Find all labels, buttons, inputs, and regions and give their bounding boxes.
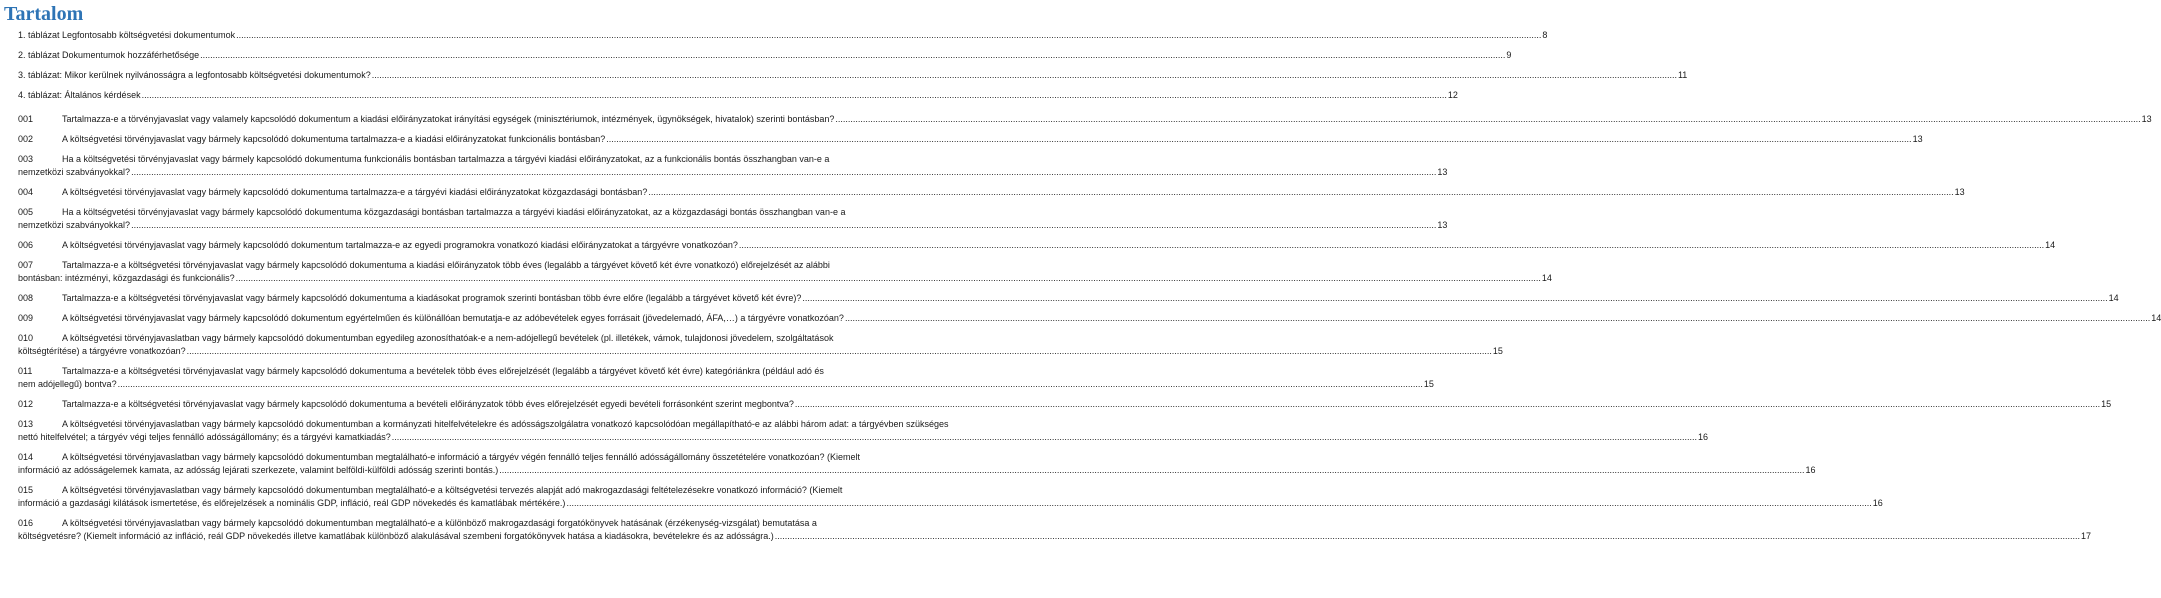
question-text-continued: információ a gazdasági kilátások ismertetése, és előrejelzések a nominális GDP, infláció, reál GDP növekedés és kamatlábak mértékére.): [18, 498, 566, 508]
question-text-body: A költségvetési törvényjavaslat vagy bármely kapcsolódó dokumentuma tartalmazza-e a kiadási előirányzatokat funkcionális bontásban?: [62, 134, 606, 144]
toc-entry-question-015[interactable]: [18, 484, 1883, 510]
toc-page-number: 15: [1423, 379, 1434, 389]
toc-entry-table-3[interactable]: [18, 66, 1688, 86]
question-first-line: [18, 517, 957, 530]
toc-entry-question-014[interactable]: [18, 451, 1816, 477]
question-text-body: Tartalmazza-e a költségvetési törvényjavaslat vagy bármely kapcsolódó dokumentuma a kiadásokat programok szerinti bontásban több évre előre (legalább a tárgyévet követő két évre)?: [62, 293, 802, 303]
question-text-continued: költségtérítése) a tárgyévre vonatkozóan?: [18, 346, 186, 356]
leader-dots: [499, 464, 1804, 477]
question-code: 011: [18, 366, 33, 376]
leader-dots: [392, 431, 1697, 444]
question-last-line: [18, 431, 1708, 444]
toc-entry-table-1[interactable]: [18, 26, 1548, 46]
question-code: 010: [18, 333, 34, 343]
question-code: 007: [18, 260, 34, 270]
question-text: A költségvetési törvényjavaslatban vagy bármely kapcsolódó dokumentumban egyedileg azonosíthatóak-e a nem-adójellegű bevételek (pl. illetékek, vámok, tulajdonosi jövedelem, szolgáltatások: [62, 333, 834, 343]
leader-dots: [845, 312, 2150, 325]
toc-title: Tartalom: [4, 3, 84, 25]
toc-entry-question-004[interactable]: [18, 186, 1965, 199]
question-line: [18, 239, 2056, 252]
leader-dots: [142, 90, 1447, 100]
toc-entry-text: 3. táblázat: Mikor kerülnek nyilvánosságra a legfontosabb költségvetési dokumentumok?: [18, 70, 371, 80]
question-line: [18, 113, 2152, 126]
toc-entry-question-008[interactable]: [18, 292, 2119, 305]
toc-page-number: 15: [1492, 346, 1503, 356]
leader-dots: [131, 219, 1436, 232]
leader-dots: [131, 166, 1436, 179]
toc-entry-question-013[interactable]: [18, 418, 1708, 444]
question-first-line: [18, 206, 957, 219]
toc-entry-question-003[interactable]: [18, 153, 1448, 179]
question-code: 008: [18, 293, 34, 303]
question-line: [18, 133, 1923, 146]
toc-page-number: 16: [1697, 432, 1708, 442]
question-text-continued: nemzetközi szabványokkal?: [18, 167, 131, 177]
question-code: 001: [18, 114, 34, 124]
toc-page-number: 13: [1912, 134, 1923, 144]
toc-page-number: 9: [1506, 50, 1512, 60]
toc-page-number: 12: [1447, 90, 1458, 100]
question-text-body: A költségvetési törvényjavaslat vagy bármely kapcsolódó dokumentum tartalmazza-e az egyedi programokra vonatkozó kiadási előirányzatokat a tárgyévre vonatkozóan?: [62, 240, 738, 250]
question-text: Tartalmazza-e a költségvetési törvényjavaslat vagy bármely kapcsolódó dokumentuma a kiadási előirányzatok több éves (legalább a tárgyévet követő két évre vonatkozó) előrejelzését az alábbi: [62, 260, 830, 270]
question-text: [18, 239, 738, 252]
question-code: 014: [18, 452, 34, 462]
toc-entry-question-001[interactable]: [18, 113, 2152, 126]
question-text-continued: nettó hitelfelvétel; a tárgyév végi teljes fennálló adósságállomány; és a tárgyévi kamatkiadás?: [18, 432, 391, 442]
question-text: [18, 133, 605, 146]
leader-dots: [236, 272, 1541, 285]
question-text: A költségvetési törvényjavaslatban vagy bármely kapcsolódó dokumentumban megtalálható-e a különböző makrogazdasági forgatókönyvek hatásának (érzékenység-vizsgálat) bemutatása a: [62, 518, 817, 528]
question-text-continued: nem adójellegű) bontva?: [18, 379, 117, 389]
question-last-line: [18, 497, 1883, 510]
toc-entry-question-002[interactable]: [18, 133, 1923, 146]
leader-dots: [566, 497, 1871, 510]
question-text-body: Tartalmazza-e a törvényjavaslat vagy valamely kapcsolódó dokumentum a kiadási előirányzatokat irányítási egységek (minisztériumok, intézmények, ügynökségek, hivatalok) szerinti bontásban?: [62, 114, 835, 124]
question-code: 006: [18, 240, 34, 250]
toc-entry-question-011[interactable]: [18, 365, 1434, 391]
leader-dots: [187, 345, 1492, 358]
leader-dots: [200, 50, 1505, 60]
toc-entry-question-016[interactable]: [18, 517, 2092, 543]
question-code: 015: [18, 485, 34, 495]
toc-entry-text: 2. táblázat Dokumentumok hozzáférhetősége: [18, 50, 200, 60]
question-text: [18, 186, 647, 199]
toc-entry-question-012[interactable]: [18, 398, 2112, 411]
toc-page-number: 14: [2045, 240, 2056, 250]
leader-dots: [802, 292, 2107, 305]
question-last-line: [18, 530, 2092, 543]
toc-page-number: 14: [2151, 313, 2161, 323]
leader-dots: [739, 239, 2044, 252]
question-first-line: [18, 365, 957, 378]
question-text: [18, 113, 834, 126]
question-text-body: Tartalmazza-e a költségvetési törvényjavaslat vagy bármely kapcsolódó dokumentuma a bevételi előirányzatok több éves előrejelzését egyedi bevételi forrásonként szerint megbontva?: [62, 399, 794, 409]
question-text: [18, 312, 844, 325]
leader-dots: [118, 378, 1423, 391]
question-text: A költségvetési törvényjavaslatban vagy bármely kapcsolódó dokumentumban megtalálható-e a költségvetési tervezés alapját adó makrogazdasági feltételezésekre vonatkozó információ? (Kiemelt: [62, 485, 843, 495]
question-last-line: [18, 345, 1503, 358]
toc-page-number: 16: [1805, 465, 1816, 475]
question-code: 016: [18, 518, 34, 528]
question-last-line: [18, 166, 1448, 179]
toc-entry-question-006[interactable]: [18, 239, 2056, 252]
toc-entry-text: 4. táblázat: Általános kérdések: [18, 90, 141, 100]
leader-dots: [648, 186, 1953, 199]
toc-page-number: 17: [2081, 531, 2092, 541]
toc-entry-question-005[interactable]: [18, 206, 1448, 232]
toc-entry-table-4[interactable]: [18, 86, 1458, 106]
toc-entry-question-007[interactable]: [18, 259, 1552, 285]
toc-page-number: 14: [1541, 273, 1552, 283]
question-last-line: [18, 219, 1448, 232]
question-text: [18, 292, 801, 305]
question-code: 013: [18, 419, 34, 429]
toc-page-number: 13: [1437, 167, 1448, 177]
toc-page-number: 8: [1542, 30, 1548, 40]
question-first-line: [18, 418, 957, 431]
question-first-line: [18, 332, 957, 345]
toc-page-number: 16: [1872, 498, 1883, 508]
leader-dots: [236, 30, 1541, 40]
question-first-line: [18, 153, 957, 166]
question-text: Ha a költségvetési törvényjavaslat vagy bármely kapcsolódó dokumentuma közgazdasági bontásban tartalmazza a tárgyévi kiadási előirányzatokat, az a közgazdasági bontás összhangban van-e a: [62, 207, 846, 217]
question-first-line: [18, 451, 957, 464]
question-text: A költségvetési törvényjavaslatban vagy bármely kapcsolódó dokumentumban megtalálható-e információ a tárgyév végén fennálló teljes fennálló adósságállomány összetételére vonatkozóan? (Kiemelt: [62, 452, 860, 462]
toc-page-number: 13: [1437, 220, 1448, 230]
leader-dots: [372, 70, 1677, 80]
toc-page-number: 11: [1677, 70, 1688, 80]
question-last-line: [18, 272, 1552, 285]
question-text-body: A költségvetési törvényjavaslat vagy bármely kapcsolódó dokumentum egyértelműen és különállóan bemutatja-e az adóbevételek egyes forrásait (jövedelemadó, ÁFA,…) a tárgyévre vonatkozóan?: [62, 313, 844, 323]
toc-page-number: 14: [2108, 293, 2119, 303]
leader-dots: [606, 133, 1911, 146]
question-text-continued: költségvetésre? (Kiemelt információ az infláció, reál GDP növekedés illetve kamatlábak különböző alakulásával szembeni forgatókönyvek hatása a kiadásokra, bevételekre és az adósságra.): [18, 531, 774, 541]
question-line: [18, 186, 1965, 199]
question-last-line: [18, 464, 1816, 477]
question-code: 003: [18, 154, 34, 164]
question-text: Tartalmazza-e a költségvetési törvényjavaslat vagy bármely kapcsolódó dokumentuma a bevételek több éves előrejelzését (legalább a tárgyévet követő két évre) kategóriánkra (például adó és: [62, 366, 824, 376]
toc-entry-question-010[interactable]: [18, 332, 1503, 358]
toc-entry-question-009[interactable]: [18, 312, 2161, 325]
question-text-body: A költségvetési törvényjavaslat vagy bármely kapcsolódó dokumentuma tartalmazza-e a tárgyévi kiadási előirányzatokat közgazdasági bontásban?: [62, 187, 648, 197]
question-last-line: [18, 378, 1434, 391]
question-code: 004: [18, 187, 34, 197]
toc-list: [18, 26, 2161, 543]
toc-entry-text: 1. táblázat Legfontosabb költségvetési dokumentumok: [18, 30, 236, 40]
question-text: Ha a költségvetési törvényjavaslat vagy bármely kapcsolódó dokumentuma funkcionális bontásban tartalmazza a tárgyévi kiadási előirányzatokat, az a funkcionális bontás összhangban van-e a: [62, 154, 830, 164]
question-code: 005: [18, 207, 34, 217]
question-first-line: [18, 259, 957, 272]
question-line: [18, 398, 2112, 411]
toc-page-number: 13: [2141, 114, 2152, 124]
leader-dots: [775, 530, 2080, 543]
question-code: 012: [18, 399, 34, 409]
question-text: [18, 398, 794, 411]
leader-dots: [795, 398, 2100, 411]
toc-page-number: 13: [1954, 187, 1965, 197]
question-text-continued: információ az adósságelemek kamata, az adósság lejárati szerkezete, valamint belföldi-külföldi adósság szerinti bontás.): [18, 465, 499, 475]
leader-dots: [835, 113, 2140, 126]
question-code: 002: [18, 134, 34, 144]
toc-page-number: 15: [2101, 399, 2112, 409]
question-line: [18, 292, 2119, 305]
question-text-continued: nemzetközi szabványokkal?: [18, 220, 131, 230]
question-code: 009: [18, 313, 34, 323]
question-text-continued: bontásban: intézményi, közgazdasági és funkcionális?: [18, 273, 235, 283]
question-text: A költségvetési törvényjavaslatban vagy bármely kapcsolódó dokumentumban a kormányzati hitelfelvételekre és adósságszolgálatra vonatkozó kapcsolódóan megállapítható-e az alábbi három adat: a tárgyévben szükséges: [62, 419, 949, 429]
question-first-line: [18, 484, 957, 497]
toc-entry-table-2[interactable]: [18, 46, 1512, 66]
question-line: [18, 312, 2161, 325]
